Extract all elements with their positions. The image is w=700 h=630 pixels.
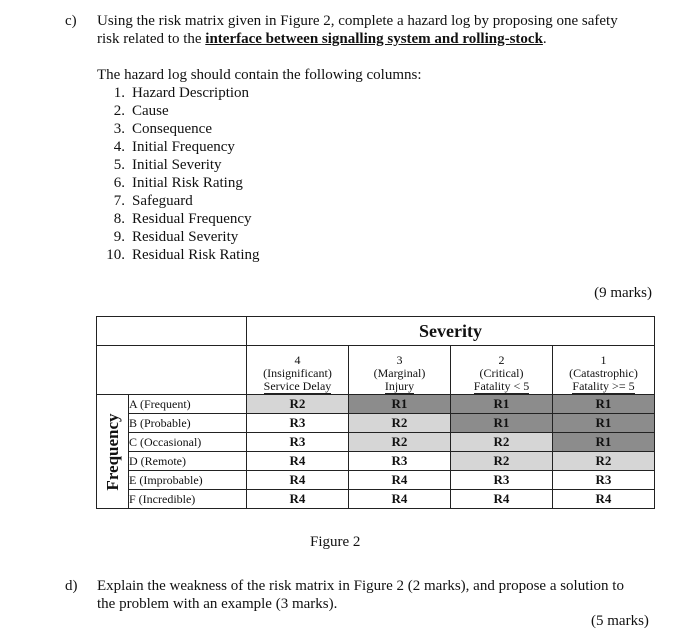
risk-cell: R3	[451, 471, 553, 490]
risk-cell: R1	[451, 414, 553, 433]
risk-matrix-table	[96, 316, 655, 509]
table-row	[97, 471, 655, 490]
list-item-label: Safeguard	[132, 193, 193, 209]
list-item-number: 4.	[113, 139, 125, 155]
list-item	[99, 84, 260, 102]
severity-number: 4	[294, 353, 301, 367]
list-item	[99, 210, 260, 228]
list-item-number: 6.	[113, 175, 125, 191]
question-c-marks: (9 marks)	[594, 285, 652, 301]
severity-name: (Insignificant)	[263, 366, 332, 380]
frequency-row-label: B (Probable)	[129, 414, 247, 433]
risk-cell: R3	[349, 452, 451, 471]
question-c-line-2	[97, 30, 547, 48]
risk-cell: R4	[349, 471, 451, 490]
risk-cell: R1	[349, 395, 451, 414]
frequency-row-label: E (Improbable)	[129, 471, 247, 490]
columns-intro: The hazard log should contain the following columns:	[97, 67, 422, 83]
list-item-number: 10.	[106, 247, 125, 263]
list-item-label: Initial Risk Rating	[132, 175, 243, 191]
table-row	[97, 433, 655, 452]
risk-cell: R3	[247, 414, 349, 433]
risk-cell: R1	[553, 433, 655, 452]
risk-cell: R1	[553, 395, 655, 414]
question-c-line-2-suffix: .	[542, 31, 547, 47]
question-d-line-1: Explain the weakness of the risk matrix in Figure 2 (2 marks), and propose a solution to	[97, 578, 624, 594]
risk-cell: R1	[553, 414, 655, 433]
figure-caption: Figure 2	[310, 534, 361, 550]
risk-cell: R2	[247, 395, 349, 414]
frequency-row-label: F (Incredible)	[129, 490, 247, 509]
risk-cell: R1	[451, 395, 553, 414]
severity-description: Fatality < 5	[473, 379, 530, 393]
matrix-corner-cell	[97, 317, 247, 346]
severity-title: Severity	[247, 317, 655, 346]
severity-name: (Critical)	[479, 366, 524, 380]
table-row	[97, 395, 655, 414]
severity-description: Service Delay	[263, 379, 332, 393]
table-row	[97, 452, 655, 471]
table-row	[97, 414, 655, 433]
question-c-marker: c)	[65, 13, 77, 29]
severity-number: 1	[600, 353, 607, 367]
list-item-label: Consequence	[132, 121, 212, 137]
list-item-number: 9.	[113, 229, 125, 245]
severity-col-header	[247, 346, 349, 395]
list-item-label: Residual Severity	[132, 229, 239, 245]
risk-cell: R4	[247, 490, 349, 509]
risk-cell: R4	[349, 490, 451, 509]
severity-col-header	[349, 346, 451, 395]
list-item-number: 1.	[113, 85, 125, 101]
severity-col-header	[451, 346, 553, 395]
list-item	[99, 246, 260, 264]
list-item	[99, 174, 260, 192]
frequency-title: Frequency	[102, 412, 122, 491]
severity-description: Injury	[384, 379, 415, 393]
question-d-line-2: the problem with an example (3 marks).	[97, 596, 338, 612]
risk-cell: R3	[553, 471, 655, 490]
question-c-line-1: Using the risk matrix given in Figure 2, complete a hazard log by proposing one safety	[97, 13, 618, 29]
table-row	[97, 490, 655, 509]
question-d-marks: (5 marks)	[591, 613, 649, 629]
list-item	[99, 138, 260, 156]
question-c-emphasis: interface between signalling system and rolling-stock	[205, 31, 543, 47]
list-item	[99, 156, 260, 174]
risk-cell: R4	[451, 490, 553, 509]
risk-cell: R4	[247, 471, 349, 490]
risk-cell: R4	[553, 490, 655, 509]
list-item	[99, 228, 260, 246]
severity-name: (Catastrophic)	[569, 366, 638, 380]
risk-cell: R2	[349, 414, 451, 433]
list-item-label: Initial Frequency	[132, 139, 235, 155]
frequency-row-label: C (Occasional)	[129, 433, 247, 452]
question-d-marker: d)	[65, 578, 78, 594]
severity-description: Fatality >= 5	[572, 379, 635, 393]
question-c-line-2-prefix: risk related to the	[97, 31, 206, 47]
matrix-corner-cell-2	[97, 346, 247, 395]
risk-cell: R2	[451, 433, 553, 452]
list-item	[99, 120, 260, 138]
list-item-number: 2.	[113, 103, 125, 119]
risk-cell: R2	[451, 452, 553, 471]
severity-number: 3	[396, 353, 403, 367]
frequency-row-label: A (Frequent)	[129, 395, 247, 414]
list-item-number: 7.	[113, 193, 125, 209]
list-item-label: Initial Severity	[132, 157, 222, 173]
severity-number: 2	[498, 353, 505, 367]
list-item	[99, 102, 260, 120]
list-item-number: 5.	[113, 157, 125, 173]
list-item-label: Residual Frequency	[132, 211, 252, 227]
list-item-number: 3.	[113, 121, 125, 137]
list-item-number: 8.	[113, 211, 125, 227]
list-item-label: Residual Risk Rating	[132, 247, 260, 263]
risk-cell: R2	[553, 452, 655, 471]
risk-cell: R2	[349, 433, 451, 452]
severity-col-header	[553, 346, 655, 395]
risk-cell: R4	[247, 452, 349, 471]
frequency-row-label: D (Remote)	[129, 452, 247, 471]
list-item-label: Hazard Description	[132, 85, 250, 101]
risk-cell: R3	[247, 433, 349, 452]
list-item-label: Cause	[132, 103, 169, 119]
frequency-axis-cell	[97, 395, 129, 509]
hazard-log-columns-list	[99, 84, 260, 264]
severity-name: (Marginal)	[373, 366, 426, 380]
list-item	[99, 192, 260, 210]
